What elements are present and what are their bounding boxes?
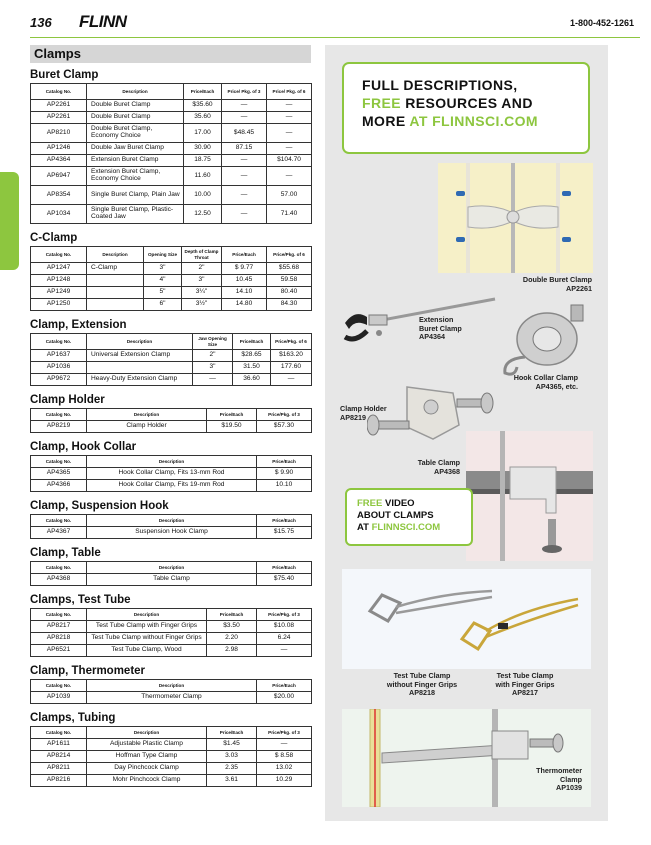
description-cell: Suspension Hook Clamp: [87, 527, 257, 539]
table-row: [31, 362, 312, 374]
catalog-number: AP6947: [31, 167, 87, 186]
price-cell: 10.45: [222, 275, 267, 287]
catalog-number: AP1036: [31, 362, 87, 374]
product-table: [30, 514, 312, 539]
description-cell: Thermometer Clamp: [87, 692, 257, 704]
table-row: [31, 574, 312, 586]
product-table: [30, 83, 312, 224]
price-cell: —: [222, 100, 267, 112]
column-header: Catalog No.: [31, 84, 87, 100]
column-header: Description: [87, 609, 207, 621]
price-cell: —: [271, 374, 312, 386]
price-cell: —: [257, 645, 312, 657]
price-cell: —: [222, 167, 267, 186]
price-cell: 2.20: [207, 633, 257, 645]
catalog-number: AP6521: [31, 645, 87, 657]
price-cell: —: [267, 143, 312, 155]
table-row: [31, 124, 312, 143]
column-header: Price/Each: [222, 247, 267, 263]
column-header: Catalog No.: [31, 680, 87, 692]
product-table: [30, 679, 312, 704]
caption-extension-buret-clamp: Extension Buret Clamp AP4364: [419, 315, 462, 341]
table-row: [31, 350, 312, 362]
product-table: [30, 246, 312, 311]
description-cell: Test Tube Clamp without Finger Grips: [87, 633, 207, 645]
column-header: Price/Each: [207, 409, 257, 421]
column-header: Price/Each: [207, 609, 257, 621]
table-row: [31, 263, 312, 275]
catalog-number: AP8219: [31, 421, 87, 433]
catalog-number: AP4367: [31, 527, 87, 539]
price-cell: $10.08: [257, 621, 312, 633]
section-tab-marker: [0, 172, 19, 270]
description-cell: C-Clamp: [87, 263, 144, 275]
description-cell: Hoffman Type Clamp: [87, 751, 207, 763]
brand-logo: FLINN: [79, 12, 127, 31]
price-cell: 87.15: [222, 143, 267, 155]
description-cell: Hook Collar Clamp, Fits 13-mm Rod: [87, 468, 257, 480]
column-header: Price/Pkg. of 3: [257, 727, 312, 739]
catalog-number: AP4364: [31, 155, 87, 167]
column-header: Price/Each: [233, 334, 271, 350]
description-cell: Double Buret Clamp: [87, 100, 184, 112]
column-header: Price/Each: [257, 515, 312, 527]
price-cell: —: [267, 112, 312, 124]
price-cell: —: [267, 167, 312, 186]
column-header: Description: [87, 247, 144, 263]
description-cell: Day Pinchcock Clamp: [87, 763, 207, 775]
group-title: Clamp Holder: [30, 394, 105, 406]
group-title: Clamps, Test Tube: [30, 594, 131, 606]
catalog-number: AP1247: [31, 263, 87, 275]
table-row: [31, 763, 312, 775]
price-cell: —: [222, 205, 267, 224]
price-cell: $55.68: [267, 263, 312, 275]
column-header: Price/Each: [257, 680, 312, 692]
description-cell: [87, 362, 193, 374]
website-promo[interactable]: [342, 62, 590, 154]
description-cell: Extension Buret Clamp: [87, 155, 184, 167]
column-header: Catalog No.: [31, 609, 87, 621]
group-title: Clamp, Extension: [30, 319, 127, 331]
price-cell: 5": [144, 287, 182, 299]
table-row: [31, 299, 312, 311]
description-cell: Extension Buret Clamp, Economy Choice: [87, 167, 184, 186]
column-header: Price/ Pkg. of 6: [267, 84, 312, 100]
price-cell: $163.20: [271, 350, 312, 362]
caption-double-buret-clamp: Double Buret Clamp AP2261: [522, 275, 592, 293]
table-row: [31, 468, 312, 480]
table-row: [31, 527, 312, 539]
catalog-number: AP1250: [31, 299, 87, 311]
price-cell: 3": [144, 263, 182, 275]
caption-table-clamp: Table Clamp AP4368: [417, 458, 460, 476]
video-line: AT FLINNSCI.COM: [357, 522, 441, 533]
description-cell: Double Buret Clamp, Economy Choice: [87, 124, 184, 143]
group-title: C-Clamp: [30, 232, 78, 244]
price-cell: 4": [144, 275, 182, 287]
column-header: Description: [87, 680, 257, 692]
price-cell: —: [222, 155, 267, 167]
catalog-number: AP9672: [31, 374, 87, 386]
product-table: [30, 333, 312, 386]
product-table: [30, 726, 312, 787]
price-cell: 14.10: [222, 287, 267, 299]
column-header: Depth of Clamp Throat: [182, 247, 222, 263]
price-cell: $75.40: [257, 574, 312, 586]
description-cell: Single Buret Clamp, Plain Jaw: [87, 186, 184, 205]
price-cell: 11.60: [184, 167, 222, 186]
catalog-number: AP1034: [31, 205, 87, 224]
price-cell: 59.58: [267, 275, 312, 287]
column-header: Description: [87, 562, 257, 574]
column-header: Catalog No.: [31, 409, 87, 421]
table-row: [31, 739, 312, 751]
price-cell: 6": [144, 299, 182, 311]
price-cell: 35.60: [184, 112, 222, 124]
image-panel: [325, 45, 608, 821]
description-cell: Test Tube Clamp, Wood: [87, 645, 207, 657]
table-row: [31, 186, 312, 205]
extension-buret-clamp-photo: [337, 293, 497, 343]
price-cell: $57.30: [257, 421, 312, 433]
promo-line: MORE AT FLINNSCI.COM: [362, 113, 538, 129]
caption-test-tube-clamp-without-grips: Test Tube Clamp without Finger Grips AP8218: [386, 671, 458, 697]
price-cell: —: [267, 100, 312, 112]
catalog-number: AP2261: [31, 112, 87, 124]
description-cell: Single Buret Clamp, Plastic-Coated Jaw: [87, 205, 184, 224]
catalog-number: AP1611: [31, 739, 87, 751]
double-buret-clamp-photo: [438, 163, 593, 273]
column-header: Catalog No.: [31, 456, 87, 468]
description-cell: [87, 299, 144, 311]
video-promo[interactable]: [345, 488, 473, 546]
price-cell: 2.35: [207, 763, 257, 775]
column-header: Price/Each: [257, 562, 312, 574]
catalog-number: AP2261: [31, 100, 87, 112]
product-tables: [30, 68, 311, 794]
column-header: Description: [87, 334, 193, 350]
price-cell: 6.24: [257, 633, 312, 645]
table-clamp-photo: [466, 431, 593, 561]
price-cell: 3½": [182, 299, 222, 311]
column-header: Description: [87, 84, 184, 100]
caption-clamp-holder: Clamp Holder AP8219: [340, 404, 387, 422]
column-header: Catalog No.: [31, 562, 87, 574]
page-header: [30, 12, 640, 38]
price-cell: $35.60: [184, 100, 222, 112]
catalog-number: AP8216: [31, 775, 87, 787]
table-row: [31, 287, 312, 299]
price-cell: 14.80: [222, 299, 267, 311]
group-title: Clamp, Thermometer: [30, 665, 146, 677]
column-header: Description: [87, 515, 257, 527]
product-table: [30, 408, 312, 433]
table-row: [31, 143, 312, 155]
price-cell: $28.65: [233, 350, 271, 362]
section-heading: [30, 45, 311, 63]
caption-hook-collar-clamp: Hook Collar Clamp AP4365, etc.: [513, 373, 578, 391]
table-row: [31, 112, 312, 124]
column-header: Catalog No.: [31, 727, 87, 739]
group-title: Clamps, Tubing: [30, 712, 116, 724]
catalog-number: AP8210: [31, 124, 87, 143]
table-row: [31, 480, 312, 492]
description-cell: Test Tube Clamp with Finger Grips: [87, 621, 207, 633]
catalog-number: AP4368: [31, 574, 87, 586]
price-cell: —: [193, 374, 233, 386]
column-header: Jaw Opening Size: [193, 334, 233, 350]
price-cell: 2.98: [207, 645, 257, 657]
price-cell: 36.60: [233, 374, 271, 386]
price-cell: 2": [182, 263, 222, 275]
price-cell: 12.50: [184, 205, 222, 224]
column-header: Catalog No.: [31, 247, 87, 263]
column-header: Price/Each: [184, 84, 222, 100]
catalog-number: AP4366: [31, 480, 87, 492]
table-row: [31, 775, 312, 787]
table-row: [31, 421, 312, 433]
caption-thermometer-clamp: Thermometer Clamp AP1039: [536, 766, 582, 792]
price-cell: 71.40: [267, 205, 312, 224]
catalog-number: AP8217: [31, 621, 87, 633]
column-header: Price/Pkg. of 6: [271, 334, 312, 350]
price-cell: $19.50: [207, 421, 257, 433]
table-row: [31, 374, 312, 386]
price-cell: 13.02: [257, 763, 312, 775]
caption-test-tube-clamp-with-grips: Test Tube Clamp with Finger Grips AP8217: [495, 671, 555, 697]
description-cell: Hook Collar Clamp, Fits 19-mm Rod: [87, 480, 257, 492]
price-cell: $ 9.77: [222, 263, 267, 275]
catalog-number: AP8218: [31, 633, 87, 645]
price-cell: 31.50: [233, 362, 271, 374]
price-cell: —: [267, 124, 312, 143]
table-row: [31, 645, 312, 657]
price-cell: 84.30: [267, 299, 312, 311]
column-header: Description: [87, 727, 207, 739]
catalog-number: AP1249: [31, 287, 87, 299]
price-cell: 3.03: [207, 751, 257, 763]
column-header: Price/Pkg. of 3: [257, 609, 312, 621]
promo-line: FREE RESOURCES AND: [362, 95, 533, 111]
column-header: Description: [87, 456, 257, 468]
video-line: FREE VIDEO: [357, 498, 415, 509]
description-cell: Table Clamp: [87, 574, 257, 586]
price-cell: $15.75: [257, 527, 312, 539]
group-title: Clamp, Hook Collar: [30, 441, 137, 453]
table-row: [31, 621, 312, 633]
catalog-number: AP1248: [31, 275, 87, 287]
description-cell: Double Jaw Buret Clamp: [87, 143, 184, 155]
table-row: [31, 692, 312, 704]
description-cell: Clamp Holder: [87, 421, 207, 433]
column-header: Price/Pkg. of 3: [257, 409, 312, 421]
price-cell: $1.45: [207, 739, 257, 751]
hook-collar-clamp-photo: [495, 297, 591, 377]
price-cell: —: [222, 112, 267, 124]
catalog-number: AP1039: [31, 692, 87, 704]
group-title: Clamp, Table: [30, 547, 101, 559]
price-cell: 80.40: [267, 287, 312, 299]
price-cell: $ 8.58: [257, 751, 312, 763]
table-row: [31, 633, 312, 645]
catalog-number: AP8354: [31, 186, 87, 205]
column-header: Price/Each: [207, 727, 257, 739]
price-cell: 30.90: [184, 143, 222, 155]
price-cell: $ 9.90: [257, 468, 312, 480]
price-cell: $20.00: [257, 692, 312, 704]
price-cell: 18.75: [184, 155, 222, 167]
description-cell: [87, 275, 144, 287]
price-cell: —: [257, 739, 312, 751]
column-header: Price/ Pkg. of 3: [222, 84, 267, 100]
phone-number: 1-800-452-1261: [569, 18, 634, 28]
price-cell: 3": [182, 275, 222, 287]
video-line: ABOUT CLAMPS: [357, 510, 434, 521]
description-cell: Heavy-Duty Extension Clamp: [87, 374, 193, 386]
price-cell: —: [222, 186, 267, 205]
column-header: Catalog No.: [31, 334, 87, 350]
column-header: Price/Pkg. of 6: [267, 247, 312, 263]
price-cell: 3.61: [207, 775, 257, 787]
description-cell: Mohr Pinchcock Clamp: [87, 775, 207, 787]
price-cell: 57.00: [267, 186, 312, 205]
section-title: Clamps: [34, 46, 81, 61]
catalog-number: AP1246: [31, 143, 87, 155]
description-cell: Universal Extension Clamp: [87, 350, 193, 362]
column-header: Opening Size: [144, 247, 182, 263]
price-cell: 10.00: [184, 186, 222, 205]
price-cell: 2": [193, 350, 233, 362]
group-title: Buret Clamp: [30, 69, 99, 81]
price-cell: 17.00: [184, 124, 222, 143]
table-row: [31, 100, 312, 112]
table-row: [31, 275, 312, 287]
column-header: Price/Each: [257, 456, 312, 468]
product-table: [30, 608, 312, 657]
column-header: Description: [87, 409, 207, 421]
description-cell: [87, 287, 144, 299]
test-tube-clamps-photo: [342, 569, 591, 669]
catalog-number: AP8214: [31, 751, 87, 763]
column-header: Catalog No.: [31, 515, 87, 527]
group-title: Clamp, Suspension Hook: [30, 500, 169, 512]
catalog-number: AP1637: [31, 350, 87, 362]
price-cell: 177.60: [271, 362, 312, 374]
price-cell: 3": [193, 362, 233, 374]
description-cell: Double Buret Clamp: [87, 112, 184, 124]
catalog-number: AP4365: [31, 468, 87, 480]
table-row: [31, 205, 312, 224]
table-row: [31, 167, 312, 186]
promo-line: FULL DESCRIPTIONS,: [362, 77, 518, 93]
table-row: [31, 751, 312, 763]
product-table: [30, 561, 312, 586]
price-cell: $3.50: [207, 621, 257, 633]
product-table: [30, 455, 312, 492]
price-cell: 10.10: [257, 480, 312, 492]
table-row: [31, 155, 312, 167]
price-cell: $104.70: [267, 155, 312, 167]
description-cell: Adjustable Plastic Clamp: [87, 739, 207, 751]
page-number: 136: [30, 15, 52, 30]
price-cell: $48.45: [222, 124, 267, 143]
price-cell: 10.29: [257, 775, 312, 787]
catalog-number: AP8211: [31, 763, 87, 775]
price-cell: 3¼": [182, 287, 222, 299]
